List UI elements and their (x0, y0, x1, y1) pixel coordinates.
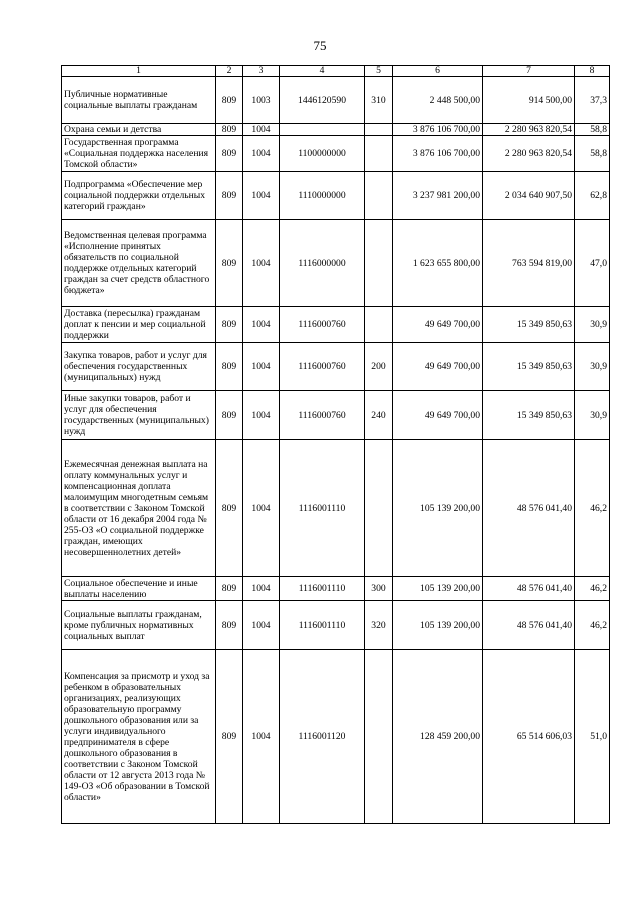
cell-target: 1116000760 (280, 391, 365, 440)
row-name: Компенсация за присмотр и уход за ребенком в образовательных организациях, реализующих образовательную программу дошкольного образования или за услуги индивидуального предпринимателя в сфере дошкольного образования в соответствии с Законом Томской области от 12 августа 2013 года № 149-ОЗ «Об образовании в Томской области» (62, 650, 216, 824)
cell-section: 1004 (243, 650, 280, 824)
cell-section: 1004 (243, 577, 280, 601)
cell-plan: 1 623 655 800,00 (393, 220, 483, 307)
cell-percent: 58,8 (575, 136, 610, 172)
cell-ministry: 809 (216, 77, 243, 124)
cell-percent: 37,3 (575, 77, 610, 124)
cell-actual: 65 514 606,03 (483, 650, 575, 824)
cell-actual: 15 349 850,63 (483, 343, 575, 391)
cell-target: 1116000760 (280, 307, 365, 343)
cell-expense-type (365, 136, 393, 172)
cell-actual: 48 576 041,40 (483, 440, 575, 577)
col-header: 7 (483, 66, 575, 77)
table-row (62, 77, 610, 124)
cell-section: 1004 (243, 124, 280, 136)
cell-plan: 3 237 981 200,00 (393, 172, 483, 220)
row-name: Подпрограмма «Обеспечение мер социальной поддержки отдельных категорий граждан» (62, 172, 216, 220)
cell-target: 1100000000 (280, 136, 365, 172)
cell-expense-type: 200 (365, 343, 393, 391)
cell-percent: 47,0 (575, 220, 610, 307)
col-header: 3 (243, 66, 280, 77)
row-name: Иные закупки товаров, работ и услуг для обеспечения государственных (муниципальных) нужд (62, 391, 216, 440)
cell-actual: 763 594 819,00 (483, 220, 575, 307)
cell-ministry: 809 (216, 172, 243, 220)
cell-ministry: 809 (216, 601, 243, 650)
table-row (62, 307, 610, 343)
cell-plan: 3 876 106 700,00 (393, 124, 483, 136)
cell-ministry: 809 (216, 220, 243, 307)
cell-target: 1116001110 (280, 440, 365, 577)
cell-target: 1446120590 (280, 77, 365, 124)
cell-plan: 49 649 700,00 (393, 343, 483, 391)
cell-actual: 2 280 963 820,54 (483, 124, 575, 136)
cell-expense-type (365, 172, 393, 220)
col-header: 5 (365, 66, 393, 77)
row-name: Социальные выплаты гражданам, кроме публичных нормативных социальных выплат (62, 601, 216, 650)
table-row (62, 343, 610, 391)
cell-ministry: 809 (216, 391, 243, 440)
cell-ministry: 809 (216, 124, 243, 136)
cell-ministry: 809 (216, 307, 243, 343)
cell-target: 1116000760 (280, 343, 365, 391)
cell-section: 1003 (243, 77, 280, 124)
cell-target: 1116001110 (280, 601, 365, 650)
cell-section: 1004 (243, 172, 280, 220)
cell-target: 1116001120 (280, 650, 365, 824)
table-row (62, 172, 610, 220)
cell-actual: 48 576 041,40 (483, 601, 575, 650)
cell-ministry: 809 (216, 440, 243, 577)
table-row (62, 440, 610, 577)
cell-section: 1004 (243, 307, 280, 343)
cell-expense-type (365, 220, 393, 307)
cell-expense-type (365, 440, 393, 577)
row-name: Ведомственная целевая программа «Исполнение принятых обязательств по социальной поддержке отдельных категорий граждан за счет средств областного бюджета» (62, 220, 216, 307)
cell-expense-type: 310 (365, 77, 393, 124)
cell-percent: 51,0 (575, 650, 610, 824)
cell-plan: 105 139 200,00 (393, 440, 483, 577)
cell-target: 1110000000 (280, 172, 365, 220)
row-name: Закупка товаров, работ и услуг для обеспечения государственных (муниципальных) нужд (62, 343, 216, 391)
cell-percent: 46,2 (575, 440, 610, 577)
cell-plan: 105 139 200,00 (393, 601, 483, 650)
row-name: Доставка (пересылка) гражданам доплат к пенсии и мер социальной поддержки (62, 307, 216, 343)
cell-section: 1004 (243, 391, 280, 440)
row-name: Публичные нормативные социальные выплаты гражданам (62, 77, 216, 124)
cell-plan: 2 448 500,00 (393, 77, 483, 124)
budget-table (61, 65, 610, 824)
cell-target: 1116001110 (280, 577, 365, 601)
col-header: 2 (216, 66, 243, 77)
table-row (62, 124, 610, 136)
cell-actual: 2 034 640 907,50 (483, 172, 575, 220)
row-name: Социальное обеспечение и иные выплаты населению (62, 577, 216, 601)
row-name: Ежемесячная денежная выплата на оплату коммунальных услуг и компенсационная доплата малоимущим многодетным семьям в соответствии с Законом Томской области от 16 декабря 2004 года № 255-ОЗ «О социальной поддержке граждан, имеющих несовершеннолетних детей» (62, 440, 216, 577)
table-row (62, 391, 610, 440)
cell-section: 1004 (243, 601, 280, 650)
cell-plan: 3 876 106 700,00 (393, 136, 483, 172)
cell-section: 1004 (243, 343, 280, 391)
cell-section: 1004 (243, 220, 280, 307)
cell-percent: 46,2 (575, 577, 610, 601)
cell-actual: 15 349 850,63 (483, 307, 575, 343)
cell-plan: 128 459 200,00 (393, 650, 483, 824)
cell-plan: 105 139 200,00 (393, 577, 483, 601)
cell-section: 1004 (243, 136, 280, 172)
table-row (62, 601, 610, 650)
table-row (62, 136, 610, 172)
row-name: Охрана семьи и детства (62, 124, 216, 136)
cell-percent: 30,9 (575, 343, 610, 391)
cell-expense-type (365, 124, 393, 136)
cell-target: 1116000000 (280, 220, 365, 307)
table-row (62, 220, 610, 307)
col-header: 1 (62, 66, 216, 77)
cell-expense-type (365, 650, 393, 824)
row-name: Государственная программа «Социальная поддержка населения Томской области» (62, 136, 216, 172)
cell-percent: 58,8 (575, 124, 610, 136)
cell-percent: 30,9 (575, 391, 610, 440)
cell-section: 1004 (243, 440, 280, 577)
cell-expense-type (365, 307, 393, 343)
cell-expense-type: 300 (365, 577, 393, 601)
cell-percent: 46,2 (575, 601, 610, 650)
cell-percent: 62,8 (575, 172, 610, 220)
cell-plan: 49 649 700,00 (393, 307, 483, 343)
cell-actual: 2 280 963 820,54 (483, 136, 575, 172)
cell-target (280, 124, 365, 136)
cell-percent: 30,9 (575, 307, 610, 343)
page-number: 75 (313, 38, 327, 53)
cell-actual: 914 500,00 (483, 77, 575, 124)
col-header: 4 (280, 66, 365, 77)
col-header: 8 (575, 66, 610, 77)
cell-expense-type: 320 (365, 601, 393, 650)
col-header: 6 (393, 66, 483, 77)
cell-ministry: 809 (216, 650, 243, 824)
cell-ministry: 809 (216, 577, 243, 601)
cell-ministry: 809 (216, 136, 243, 172)
cell-ministry: 809 (216, 343, 243, 391)
cell-actual: 48 576 041,40 (483, 577, 575, 601)
cell-plan: 49 649 700,00 (393, 391, 483, 440)
cell-expense-type: 240 (365, 391, 393, 440)
cell-actual: 15 349 850,63 (483, 391, 575, 440)
table-row (62, 650, 610, 824)
table-row (62, 577, 610, 601)
header-row (62, 66, 610, 77)
